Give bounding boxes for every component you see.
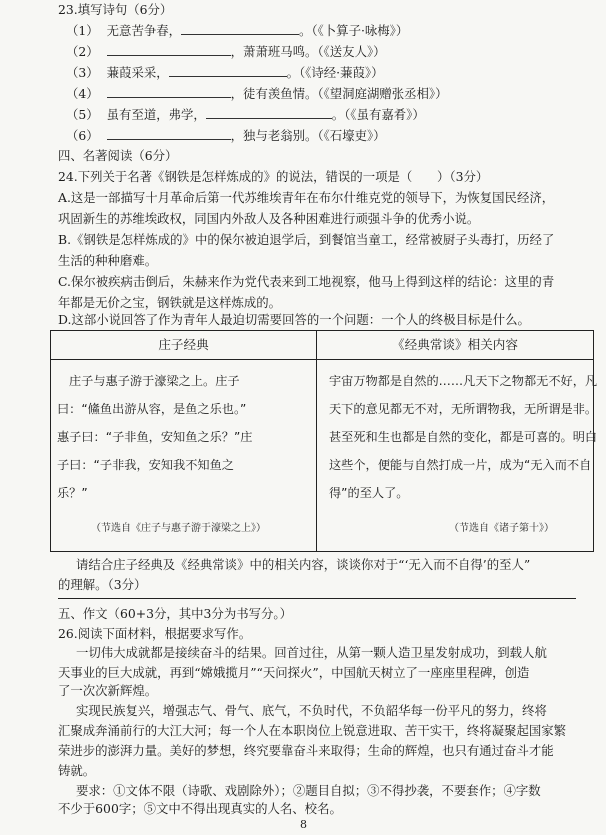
q24-option-line: 生活的种种磨难。 <box>58 253 158 268</box>
answer-blank[interactable] <box>107 125 231 140</box>
q26-material-line: 汇聚成奔涌前行的大江大河；每一个人在本职岗位上锐意进取、苦干实干，终将凝聚起国家繁 <box>58 723 567 738</box>
table-header-jingdian: 《经典常谈》相关内容 <box>392 337 518 352</box>
zhuangzi-text-line: 曰：“鯈鱼出游从容，是鱼之乐也。” <box>57 402 247 416</box>
section-5-title: 五、作文（60+3分，其中3分为书写分。） <box>58 606 292 621</box>
zhuangzi-text-line: 子曰：“子非我，安知我不知鱼之 <box>57 458 234 472</box>
q25-question-line: 的理解。（3分） <box>58 577 147 592</box>
q23-item-1 <box>66 20 576 41</box>
jingdian-source: （节选自《诸子第十》） <box>449 523 554 534</box>
item-number: （1） <box>66 23 99 38</box>
answer-blank[interactable] <box>206 104 332 119</box>
answer-blank[interactable] <box>107 41 231 56</box>
item-number: （6） <box>66 128 99 143</box>
zhuangzi-text-line: 惠子曰：“子非鱼，安知鱼之乐？”庄 <box>57 430 253 444</box>
jingdian-text-line: 这些个，便能与自然打成一片，成为“无入而不自 <box>329 458 592 472</box>
item-number: （4） <box>66 86 99 101</box>
q26-material-line: 了一次次新辉煌。 <box>58 683 158 698</box>
item-number: （5） <box>66 107 99 122</box>
item-text: 虽有至道，弗学， <box>106 107 206 122</box>
item-text: 蒹葭采采， <box>106 65 169 80</box>
q26-material-line: 天事业的巨大成就，再到“嫦娥揽月”“天问探火”，中国航天树立了一座座里程碑，创造 <box>58 665 530 680</box>
jingdian-text-line: 甚至死和生也都是自然的变化，都是可喜的。明白 <box>329 430 598 444</box>
q25-comparison-table <box>50 330 598 552</box>
q23-title: 23.填写诗句（6分） <box>58 2 173 17</box>
item-number: （3） <box>66 65 99 80</box>
zhuangzi-text-line: 庄子与惠子游于濠梁之上。庄子 <box>69 374 240 388</box>
q23-item-3 <box>66 62 576 83</box>
item-number: （2） <box>66 44 99 59</box>
jingdian-text-line: 天下的意见都无不对，无所谓物我，无所谓是非。 <box>329 402 598 416</box>
q23-item-6 <box>66 125 576 146</box>
item-text: ，萧萧班马鸣。（《送友人》） <box>230 44 386 59</box>
item-text: 。（《虽有嘉肴》） <box>331 107 425 122</box>
table-divider <box>51 359 593 360</box>
q26-material-line: 实现民族复兴，增强志气、骨气、底气，不负时代，不负韶华每一份平凡的努力，终将 <box>76 703 547 718</box>
table-divider <box>316 331 317 551</box>
item-text: ，独与老翁别。（《石壕吏》） <box>230 128 386 143</box>
q25-question-line: 请结合庄子经典及《经典常谈》中的相关内容，谈谈你对于“‘无入而不自得’的至人” <box>76 557 531 572</box>
q26-requirements-line: 不少于600字；⑤文中不得出现真实的人名、校名。 <box>58 801 342 816</box>
answer-blank[interactable] <box>181 20 299 35</box>
q24-option-line: B.《钢铁是怎样炼成的》中的保尔被迫退学后，到餐馆当童工，经常被厨子头毒打，历经了 <box>58 232 555 247</box>
q23-item-2 <box>66 41 576 62</box>
item-text: ，徒有羡鱼情。（《望洞庭湖赠张丞相》） <box>230 86 448 101</box>
answer-blank[interactable] <box>169 62 287 77</box>
q26-stem: 26.阅读下面材料，根据要求写作。 <box>58 626 252 641</box>
zhuangzi-text-line: 乐？” <box>57 486 88 500</box>
zhuangzi-source: （节选自《庄子与惠子游于濠梁之上》） <box>91 523 266 534</box>
answer-line <box>58 598 576 599</box>
item-text: 。（《卜算子·咏梅》） <box>299 23 409 38</box>
q24-option-line: D.这部小说回答了作为青年人最迫切需要回答的一个问题：一个人的终极目标是什么。 <box>58 312 530 327</box>
q24-option-line: A.这是一部描写十月革命后第一代苏维埃青年在布尔什维克党的领导下，为恢复国民经济， <box>58 190 555 205</box>
q26-requirements-line: 要求：①文体不限（诗歌、戏剧除外）；②题目自拟；③不得抄袭，不要套作；④字数 <box>76 783 541 798</box>
page-number: 8 <box>300 818 307 831</box>
jingdian-text-line: 得”的至人了。 <box>329 486 409 500</box>
jingdian-text-line: 宇宙万物都是自然的……凡天下之物都无不好，凡 <box>329 374 598 388</box>
q23-item-4 <box>66 83 576 104</box>
q24-option-line: 年都是无价之宝，钢铁就是这样炼成的。 <box>58 295 282 310</box>
section-4-title: 四、名著阅读（6分） <box>58 148 178 163</box>
item-text: 。（《诗经·蒹葭》） <box>286 65 384 80</box>
table-header-zhuangzi: 庄子经典 <box>158 337 209 352</box>
answer-blank[interactable] <box>107 83 231 98</box>
q24-stem: 24.下列关于名著《钢铁是怎样炼成的》的说法，错误的一项是（ ）（3分） <box>58 169 489 184</box>
q26-material-line: 一切伟大成就都是接续奋斗的结果。回首过往，从第一颗人造卫星发射成功，到载人航 <box>76 645 547 660</box>
q24-option-line: C.保尔被疾病击倒后，朱赫来作为党代表来到工地视察，他马上得到这样的结论：这里的青 <box>58 274 555 289</box>
item-text: 无意苦争春， <box>106 23 182 38</box>
q23-item-5 <box>66 104 576 125</box>
q26-material-line: 荣进步的澎湃力量。美好的梦想，终究要靠奋斗来取得；生命的辉煌，也只有通过奋斗才能 <box>58 743 554 758</box>
q24-option-line: 巩固新生的苏维埃政权，同国内外敌人及各种困难进行顽强斗争的优秀小说。 <box>58 211 480 226</box>
q26-material-line: 铸就。 <box>58 763 96 778</box>
